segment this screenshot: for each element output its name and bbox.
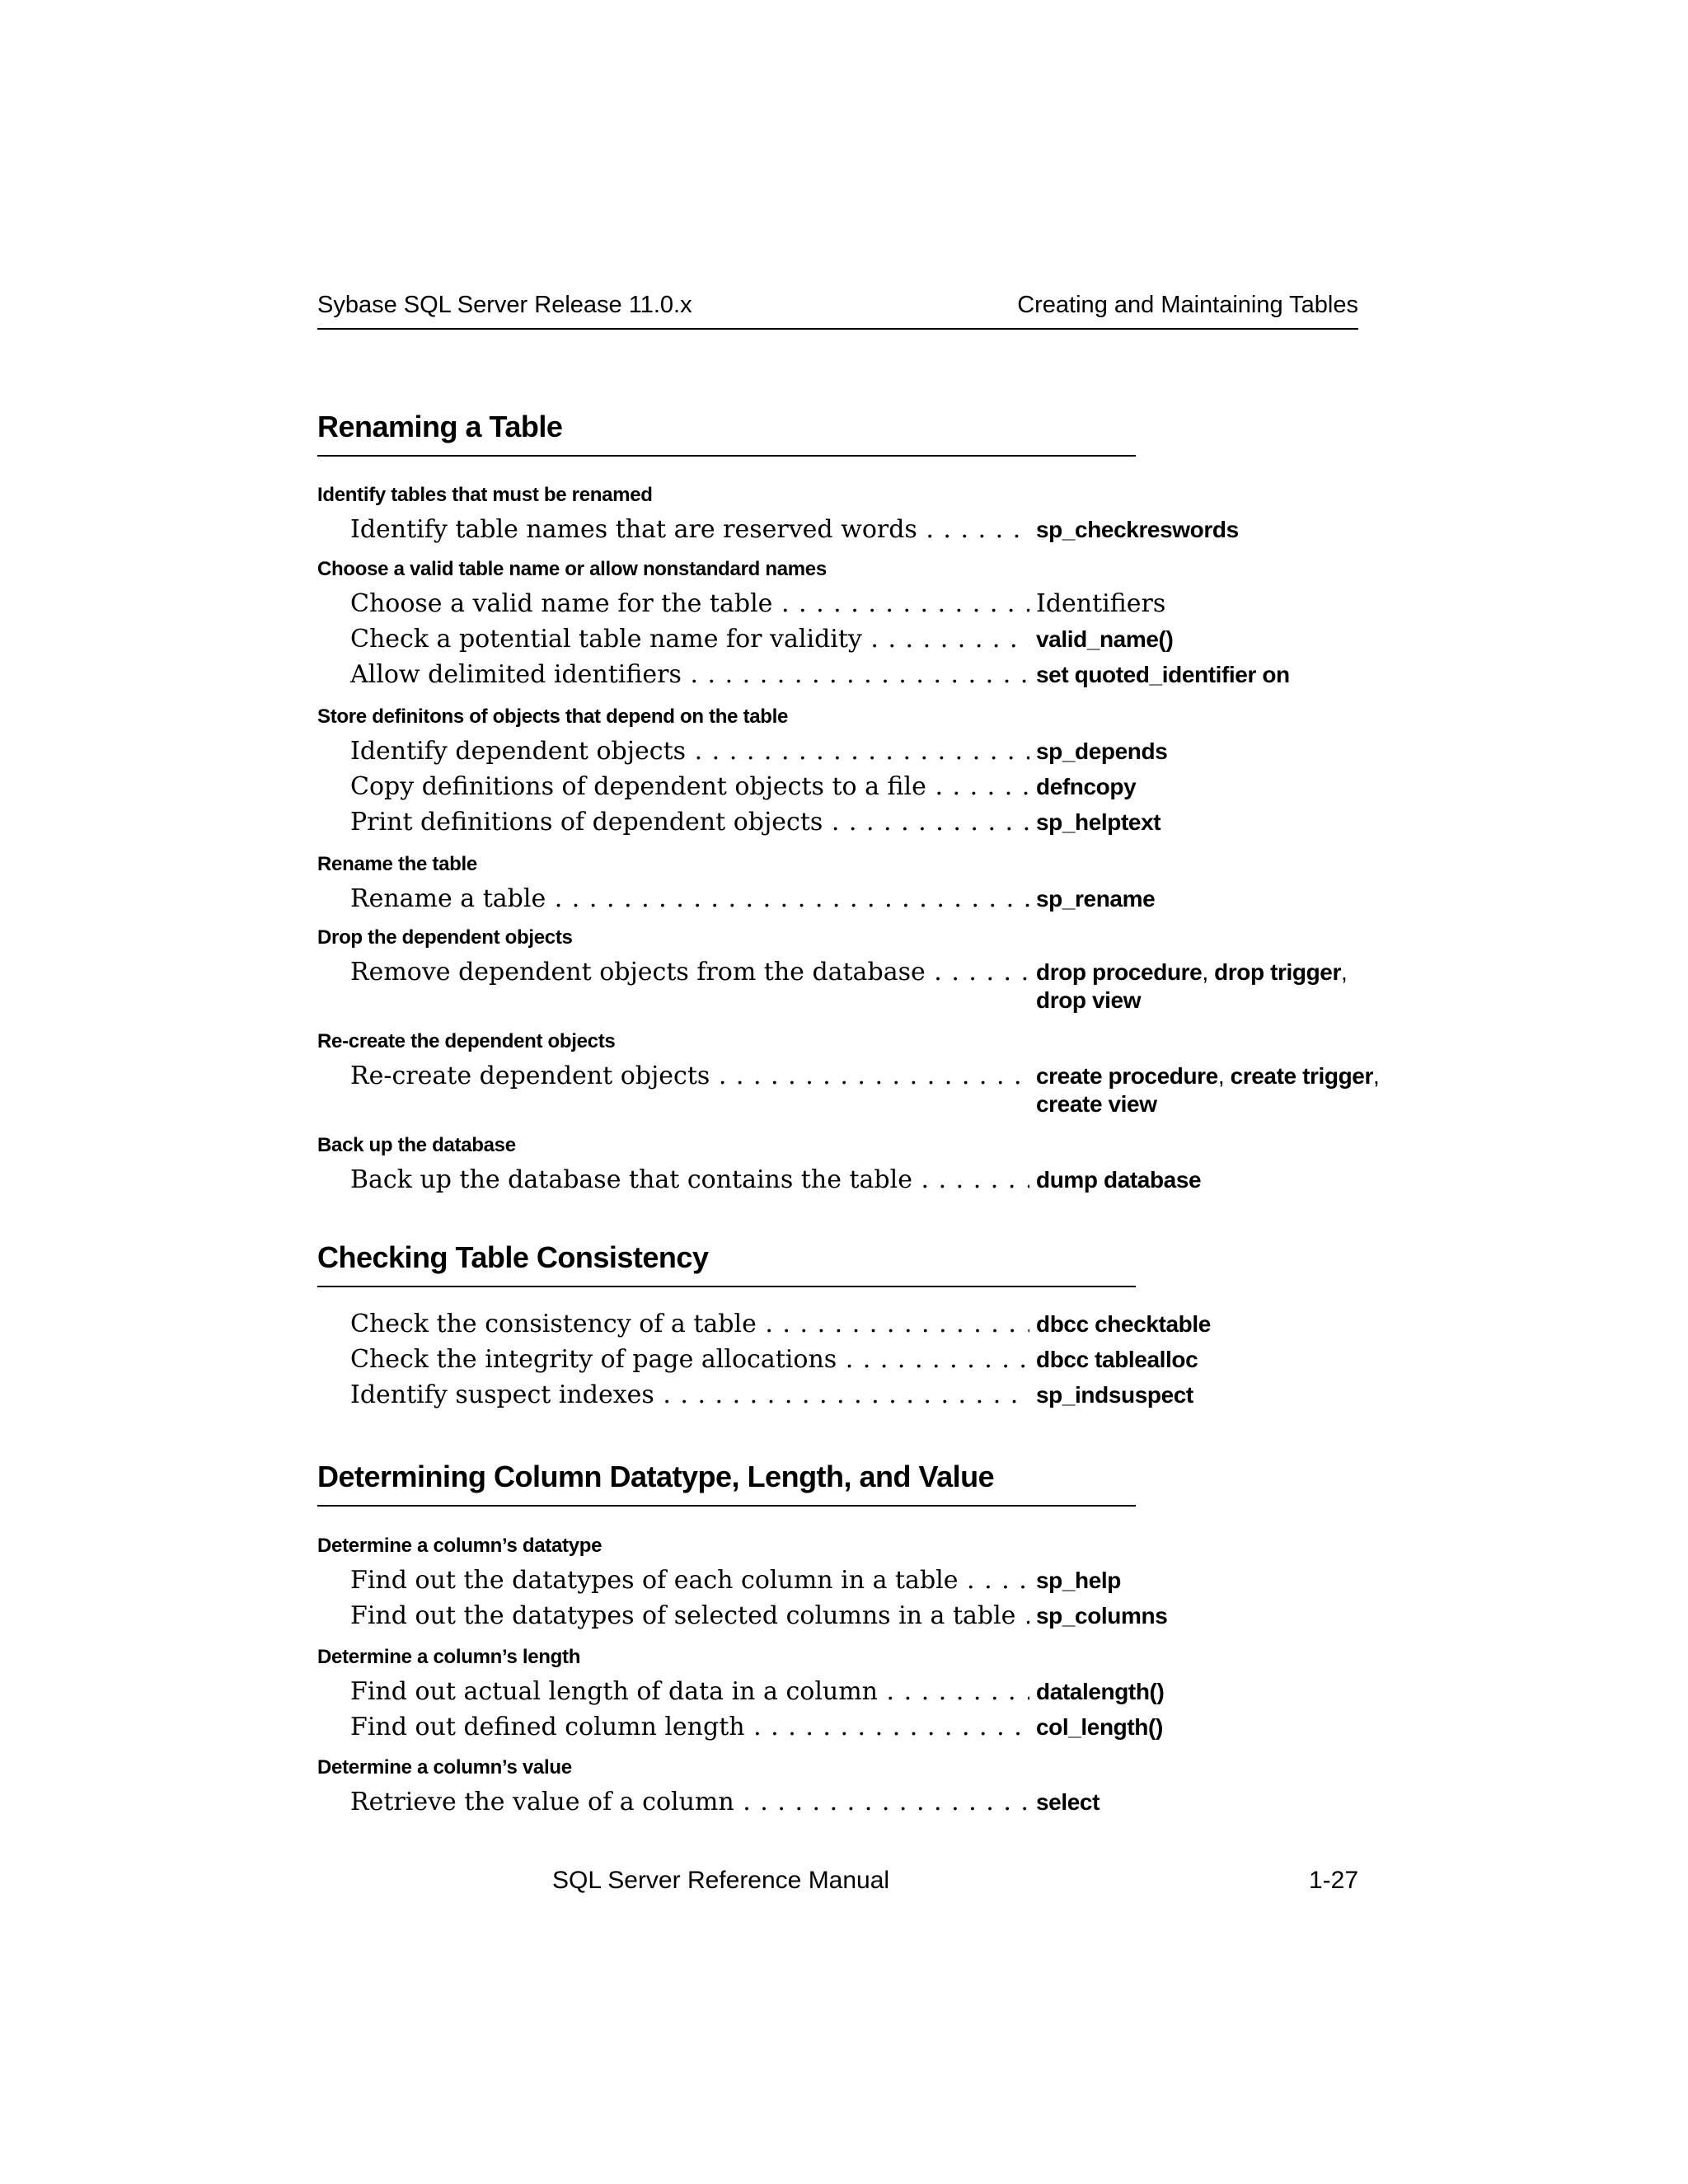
command-ref: sp_depends bbox=[1034, 733, 1382, 770]
command-ref: valid_name() bbox=[1034, 621, 1382, 658]
list-item: Find out the datatypes of selected columns in a table . . . sp_columns bbox=[350, 1598, 1372, 1634]
topic-ref: Identifiers bbox=[1034, 586, 1382, 622]
list-item: Print definitions of dependent objects . . . sp_helptext bbox=[350, 804, 1372, 841]
list-item: Identify table names that are reserved words . . . sp_checkreswords bbox=[350, 512, 1372, 548]
command-ref: sp_columns bbox=[1034, 1598, 1382, 1634]
list-item: Retrieve the value of a column . . . select bbox=[350, 1784, 1372, 1821]
list-item: Identify suspect indexes . . . sp_indsuspect bbox=[350, 1377, 1372, 1413]
running-header bbox=[317, 285, 1358, 330]
command-ref: col_length() bbox=[1034, 1709, 1382, 1746]
footer-manual-title: SQL Server Reference Manual bbox=[552, 1867, 890, 1894]
command-ref: drop procedure, drop trigger, bbox=[1034, 954, 1382, 991]
command-ref: sp_help bbox=[1034, 1563, 1382, 1599]
list-item: Back up the database that contains the table . . . dump database bbox=[350, 1162, 1372, 1198]
subhead-column-length: Determine a column’s length bbox=[317, 1646, 581, 1668]
command-ref: select bbox=[1034, 1784, 1382, 1821]
subhead-column-value: Determine a column’s value bbox=[317, 1756, 572, 1779]
list-item: Find out defined column length . . . col_length() bbox=[350, 1709, 1372, 1746]
command-ref: datalength() bbox=[1034, 1674, 1382, 1710]
section-title-consistency: Checking Table Consistency bbox=[317, 1233, 1136, 1287]
footer-page-number: 1-27 bbox=[1308, 1867, 1358, 1894]
list-item: Check the consistency of a table . . . dbcc checktable bbox=[350, 1306, 1372, 1343]
list-item: Choose a valid name for the table . . . Identifiers bbox=[350, 586, 1372, 622]
command-ref: sp_helptext bbox=[1034, 804, 1382, 841]
list-item: Rename a table . . . sp_rename bbox=[350, 881, 1372, 917]
command-ref: defncopy bbox=[1034, 769, 1382, 805]
command-ref: dbcc tablealloc bbox=[1034, 1342, 1382, 1378]
list-item: Identify dependent objects . . . sp_depends bbox=[350, 733, 1372, 770]
list-item: Copy definitions of dependent objects to a file . . . defncopy bbox=[350, 769, 1372, 805]
command-ref: create procedure, create trigger, bbox=[1034, 1058, 1382, 1094]
list-item: Find out the datatypes of each column in a table . . . sp_help bbox=[350, 1563, 1372, 1599]
command-ref-continued: drop view bbox=[1036, 987, 1142, 1013]
list-item: Re-create dependent objects . . . create procedure, create trigger, create view bbox=[350, 1058, 1372, 1094]
command-ref: set quoted_identifier on bbox=[1034, 657, 1382, 693]
command-ref: dbcc checktable bbox=[1034, 1306, 1382, 1343]
list-item: Remove dependent objects from the database . . . drop procedure, drop trigger, drop view bbox=[350, 954, 1372, 991]
subhead-store-definitions: Store definitons of objects that depend on the table bbox=[317, 705, 789, 728]
list-item: Allow delimited identifiers . . . set quoted_identifier on bbox=[350, 657, 1372, 693]
subhead-rename-table: Rename the table bbox=[317, 853, 477, 875]
subhead-drop-dependent: Drop the dependent objects bbox=[317, 926, 573, 949]
list-item: Find out actual length of data in a column . . . datalength() bbox=[350, 1674, 1372, 1710]
subhead-column-datatype: Determine a column’s datatype bbox=[317, 1535, 603, 1557]
subhead-recreate-dependent: Re-create the dependent objects bbox=[317, 1030, 616, 1052]
list-item: Check a potential table name for validity . . . valid_name() bbox=[350, 621, 1372, 658]
section-title-renaming: Renaming a Table bbox=[317, 402, 1136, 457]
subhead-backup-database: Back up the database bbox=[317, 1134, 516, 1156]
header-release: Sybase SQL Server Release 11.0.x bbox=[317, 292, 692, 318]
command-ref: sp_rename bbox=[1034, 881, 1382, 917]
subhead-identify-tables: Identify tables that must be renamed bbox=[317, 484, 653, 506]
command-ref: sp_indsuspect bbox=[1034, 1377, 1382, 1413]
subhead-choose-name: Choose a valid table name or allow nonstandard names bbox=[317, 558, 827, 580]
command-ref: dump database bbox=[1034, 1162, 1382, 1198]
header-chapter: Creating and Maintaining Tables bbox=[1017, 292, 1358, 318]
list-item: Check the integrity of page allocations . . . dbcc tablealloc bbox=[350, 1342, 1372, 1378]
section-title-column-info: Determining Column Datatype, Length, and Value bbox=[317, 1452, 1136, 1507]
command-ref-continued: create view bbox=[1036, 1091, 1157, 1117]
command-ref: sp_checkreswords bbox=[1034, 512, 1382, 548]
